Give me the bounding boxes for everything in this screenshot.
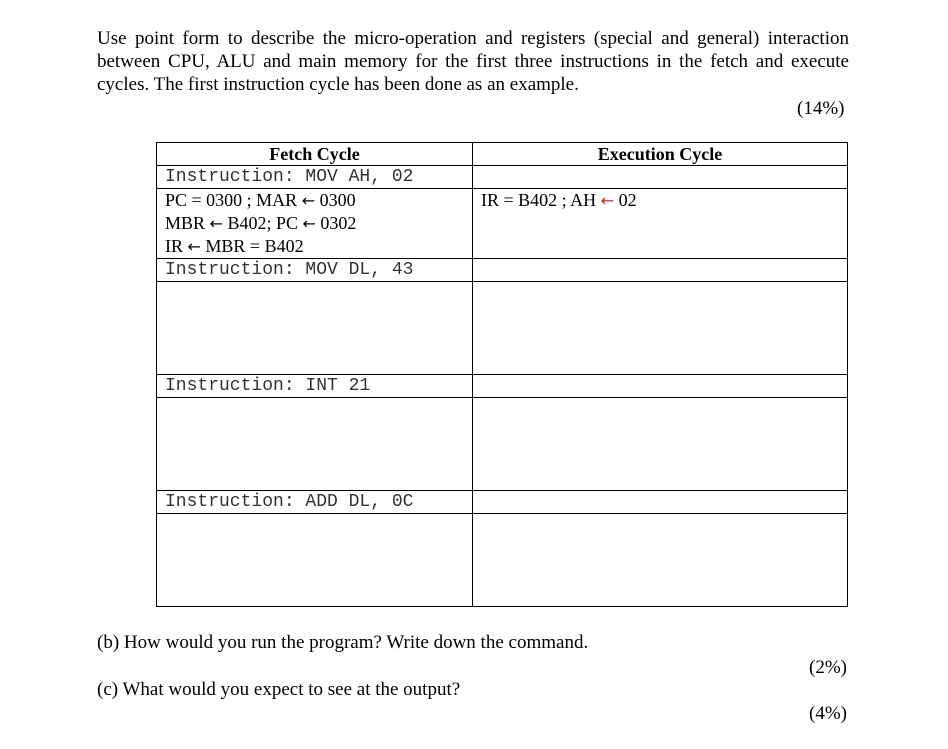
example-row bbox=[157, 189, 848, 259]
execution-cycle-header: Execution Cycle bbox=[473, 143, 848, 166]
execute-answer-cell[interactable] bbox=[473, 282, 848, 375]
fetch-step-line-3: IR ← MBR = B402 bbox=[165, 236, 304, 256]
question-b: (b) How would you run the program? Write down the command. bbox=[97, 632, 589, 653]
marks-part-b: (2%) bbox=[809, 657, 847, 678]
instruction-row-blank bbox=[473, 259, 848, 282]
instruction-row-blank bbox=[473, 491, 848, 514]
answer-row-4 bbox=[157, 514, 848, 607]
fetch-answer-cell[interactable] bbox=[157, 514, 473, 607]
instruction-row-3 bbox=[157, 375, 848, 398]
instruction-label: Instruction: MOV AH, 02 bbox=[157, 166, 473, 189]
instruction-row-2 bbox=[157, 259, 848, 282]
cycles-table bbox=[156, 142, 848, 607]
execute-answer-cell[interactable] bbox=[473, 514, 848, 607]
question-c: (c) What would you expect to see at the output? bbox=[97, 679, 461, 700]
fetch-step-line-2: MBR ← B402; PC ← 0302 bbox=[165, 213, 357, 233]
answer-row-3 bbox=[157, 398, 848, 491]
instruction-row-blank bbox=[473, 375, 848, 398]
marks-part-c: (4%) bbox=[809, 703, 847, 724]
left-arrow-icon: ← bbox=[600, 191, 615, 210]
left-arrow-icon: ← bbox=[187, 237, 201, 256]
example-fetch-steps bbox=[157, 189, 473, 259]
example-execute-steps: IR = B402 ; AH ← 02 bbox=[473, 189, 848, 259]
execute-answer-cell[interactable] bbox=[473, 398, 848, 491]
marks-part-a: (14%) bbox=[797, 98, 845, 119]
fetch-answer-cell[interactable] bbox=[157, 282, 473, 375]
table-header-row bbox=[157, 143, 848, 166]
left-arrow-icon: ← bbox=[209, 214, 223, 233]
answer-row-2 bbox=[157, 282, 848, 375]
left-arrow-icon: ← bbox=[302, 214, 316, 233]
instruction-label: Instruction: ADD DL, 0C bbox=[157, 491, 473, 514]
fetch-answer-cell[interactable] bbox=[157, 398, 473, 491]
instruction-row-4 bbox=[157, 491, 848, 514]
left-arrow-icon: ← bbox=[301, 191, 316, 210]
instruction-row-blank bbox=[473, 166, 848, 189]
question-intro: Use point form to describe the micro-operation and registers (special and general) interaction between CPU, ALU and main memory for the first three instructions in the fetch and execute cycles. The first instruction cycle has been done as an example. bbox=[97, 28, 849, 95]
fetch-cycle-header: Fetch Cycle bbox=[157, 143, 473, 166]
instruction-label: Instruction: MOV DL, 43 bbox=[157, 259, 473, 282]
instruction-label: Instruction: INT 21 bbox=[157, 375, 473, 398]
fetch-step-line-1: PC = 0300 ; MAR ← 0300 bbox=[165, 190, 356, 210]
instruction-row-1 bbox=[157, 166, 848, 189]
